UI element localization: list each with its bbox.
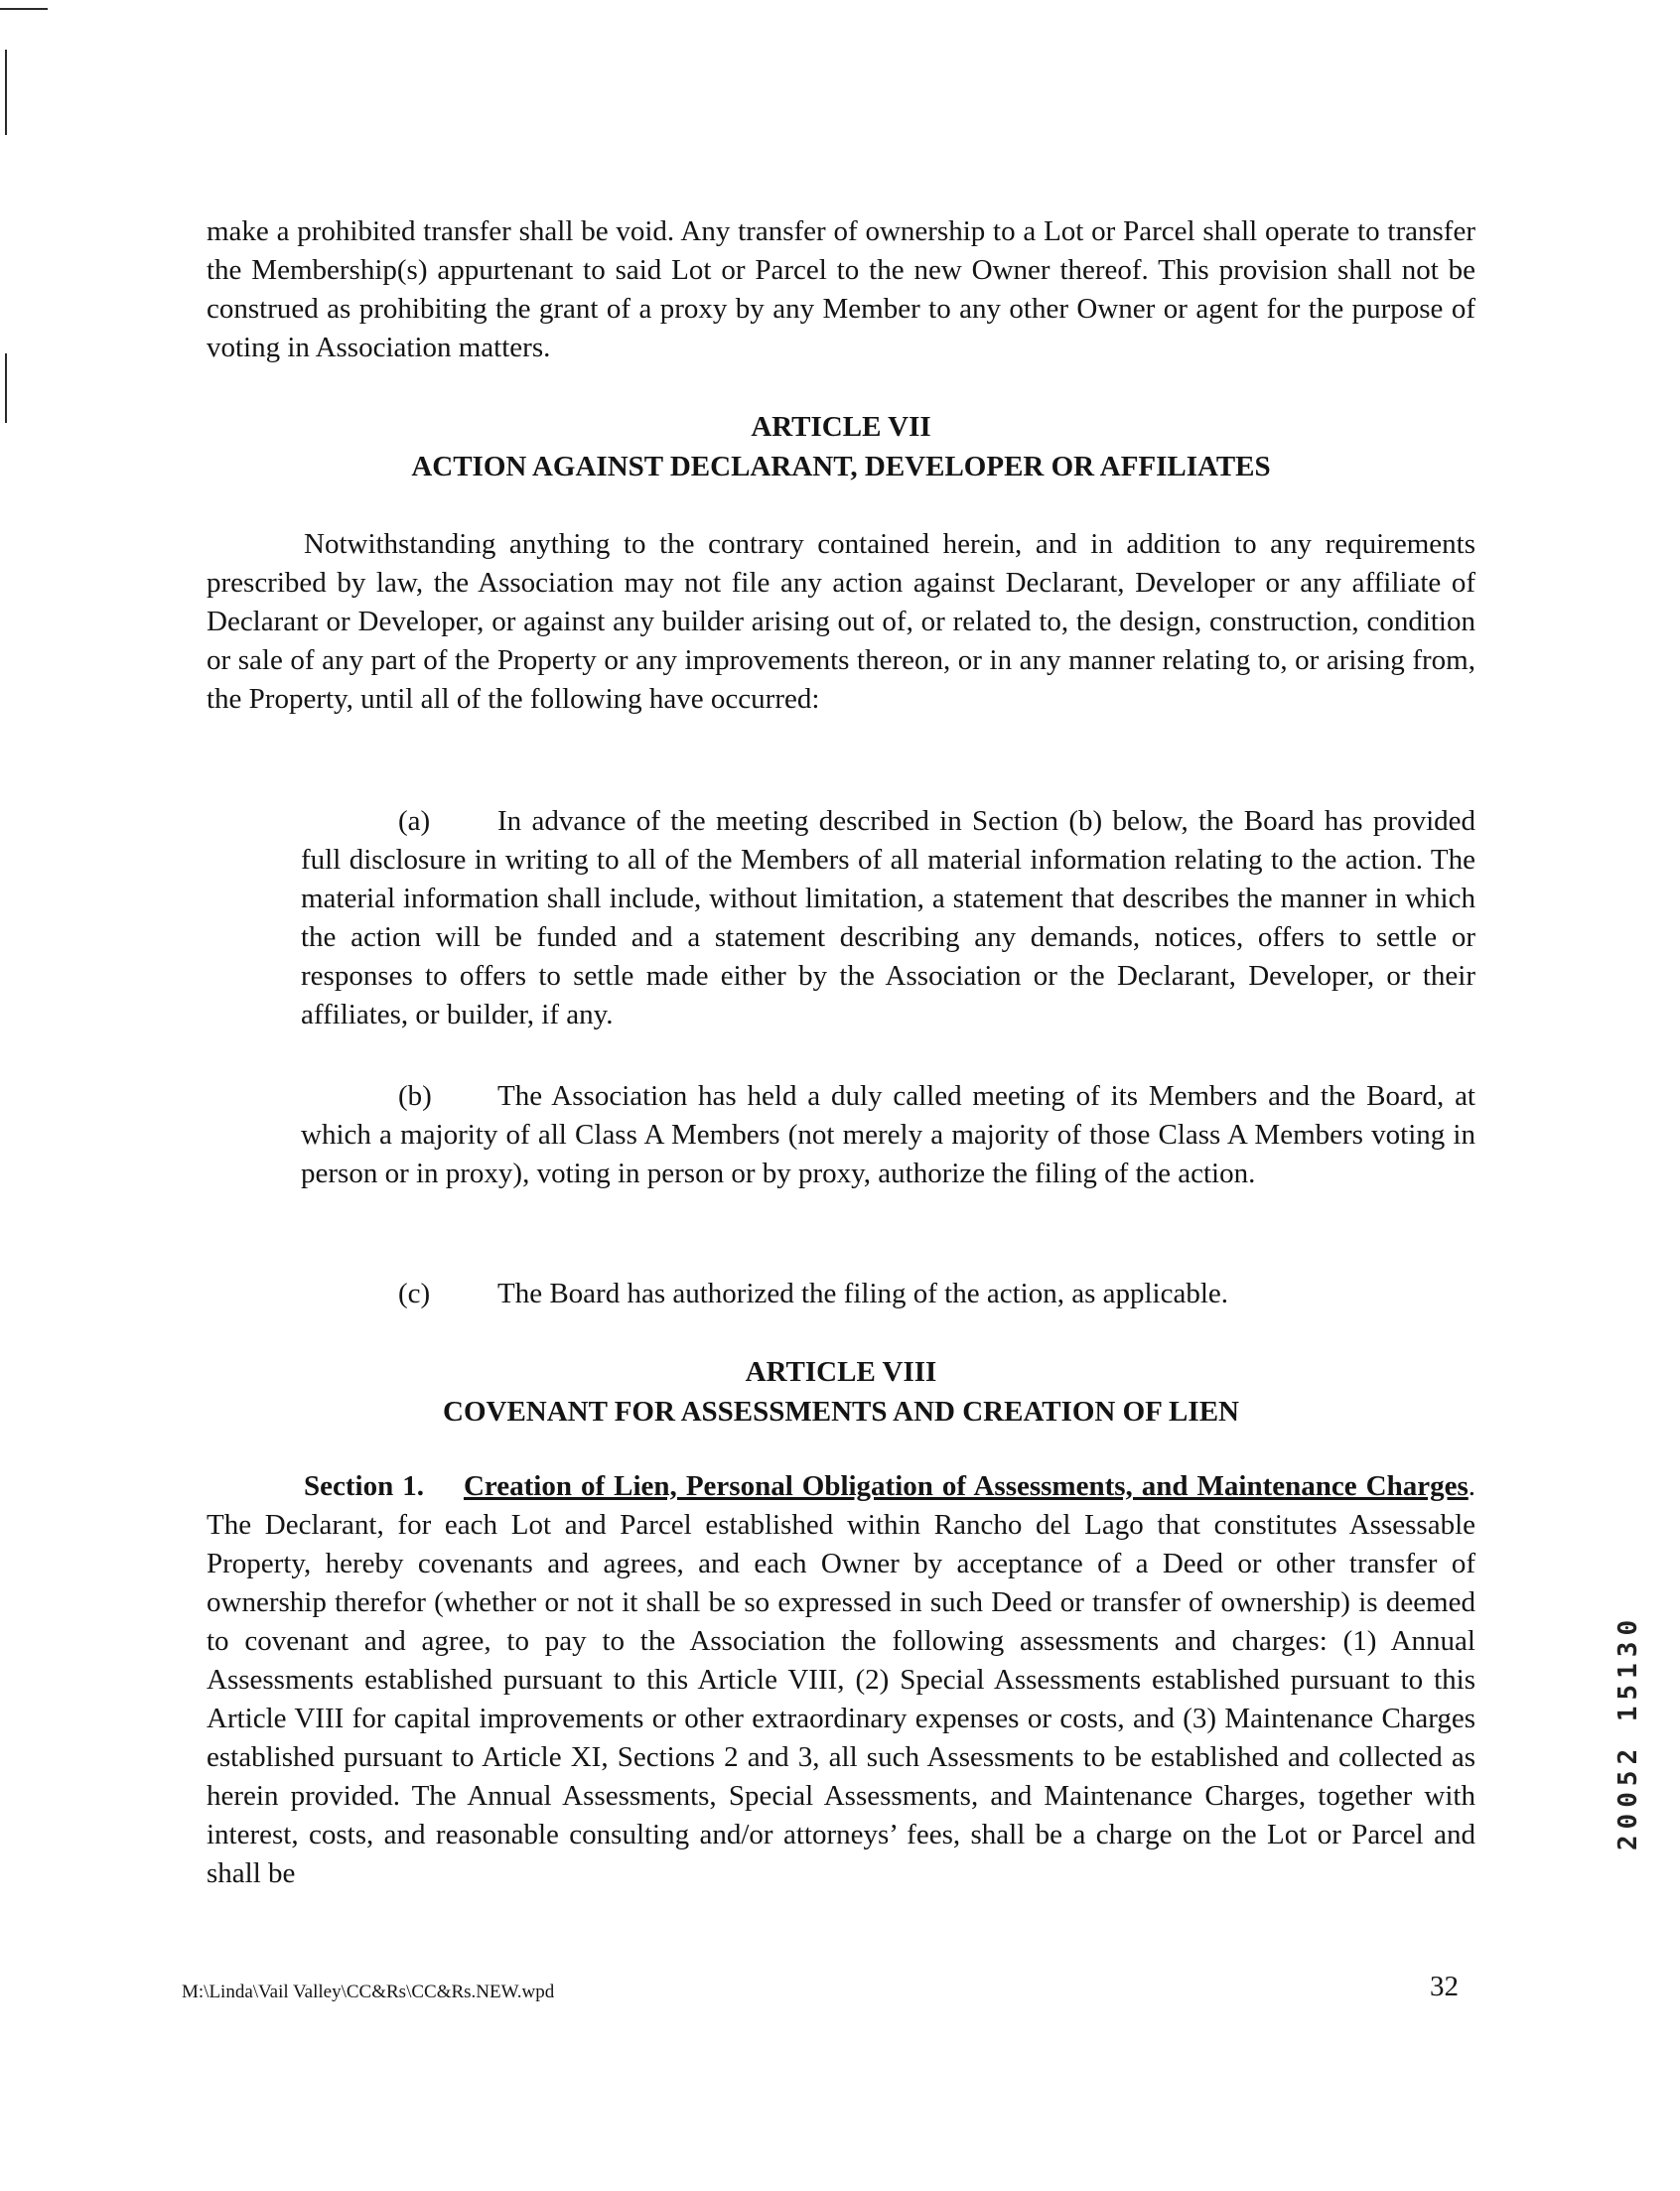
item-label: (a) [398,805,431,837]
footer-file-path: M:\Linda\Vail Valley\CC&Rs\CC&Rs.NEW.wpd [182,1982,555,2002]
item-text: The Board has authorized the filing of the action, as applicable. [497,1278,1229,1309]
article-vii-item-b [301,1077,1475,1193]
item-text: The Association has held a duly called meeting of its Members and the Board, at which a majority of all Class A Members (not merely a majority of those Class A Members voting in person or in proxy), voting in person or by proxy, authorize the filing of the action. [301,1080,1475,1189]
continuation-paragraph: make a prohibited transfer shall be void. Any transfer of ownership to a Lot or Parcel shall operate to transfer the Membership(s) appurtenant to said Lot or Parcel to the new Owner thereof. This provision shall not be construed as prohibiting the grant of a proxy by any Member to any other Owner or agent for the purpose of voting in Association matters. [207,215,1475,363]
article-vii-heading [207,407,1475,486]
section-number: Section 1. [304,1470,424,1502]
article-vii-item-c [301,1275,1475,1313]
article-viii-title: COVENANT FOR ASSESSMENTS AND CREATION OF LIEN [443,1396,1239,1428]
article-viii-number: ARTICLE VIII [745,1356,937,1388]
scan-edge-mark [5,50,7,135]
article-vii-number: ARTICLE VII [751,411,931,443]
article-vii-intro: Notwithstanding anything to the contrary contained herein, and in addition to any requirements prescribed by law, the Association may not file any action against Declarant, Developer or any affiliate of Declarant or Developer, or against any builder arising out of, or related to, the design, construction, condition or sale of any part of the Property or any improvements thereon, or in any manner relating to, or arising from, the Property, until all of the following have occurred: [207,528,1475,715]
item-label: (b) [398,1080,432,1112]
item-label: (c) [398,1278,431,1309]
item-text: In advance of the meeting described in Section (b) below, the Board has provided full disclosure in writing to all of the Members of all material information relating to the action. The material information shall include, without limitation, a statement that describes the manner in which the action will be funded and a statement describing any demands, notices, offers to settle or responses to offers to settle made either by the Association or the Declarant, Developer, or their affiliates, or builder, if any. [301,805,1475,1030]
recording-stamp [1609,1564,1648,1901]
recording-stamp-text: 20052 15130 [1613,1613,1643,1851]
scan-edge-mark [0,8,48,10]
article-vii-item-a [301,802,1475,1034]
section-heading: Creation of Lien, Personal Obligation of Assessments, and Maintenance Charges [463,1470,1469,1502]
article-viii-heading [207,1352,1475,1432]
page-number: 32 [1430,1971,1459,2002]
article-viii-section-1 [207,1467,1475,1893]
scan-edge-mark [5,353,7,423]
section-body: . The Declarant, for each Lot and Parcel established within Rancho del Lago that constitutes Assessable Property, hereby covenants and agrees, and each Owner by acceptance of a Deed or other transfer of ownership therefor (whether or not it shall be so expressed in such Deed or transfer of ownership) is deemed to covenant and agree, to pay to the Association the following assessments and charges: (1) Annual Assessments established pursuant to this Article VIII, (2) Special Assessments established pursuant to this Article VIII for capital improvements or other extraordinary expenses or costs, and (3) Maintenance Charges established pursuant to Article XI, Sections 2 and 3, all such Assessments to be established and collected as herein provided. The Annual Assessments, Special Assessments, and Maintenance Charges, together with interest, costs, and reasonable consulting and/or attorneys’ fees, shall be a charge on the Lot or Parcel and shall be [207,1470,1475,1889]
article-vii-title: ACTION AGAINST DECLARANT, DEVELOPER OR AFFILIATES [411,451,1271,482]
